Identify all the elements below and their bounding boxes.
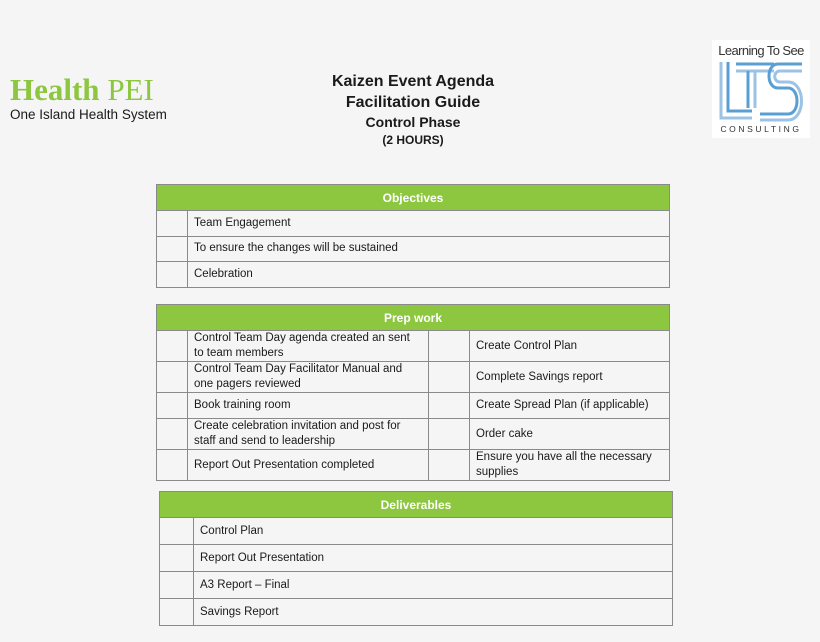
title-line-1: Kaizen Event Agenda [331, 73, 495, 90]
prep-checkbox-cell[interactable] [157, 419, 188, 450]
objective-checkbox-cell[interactable] [157, 262, 188, 288]
prep-item-left: Create celebration invitation and post for staff and send to leadership [188, 419, 429, 450]
health-pei-logo [10, 74, 180, 123]
deliverable-item: Savings Report [194, 599, 673, 626]
prep-checkbox-cell[interactable] [429, 331, 470, 362]
objectives-table [156, 184, 670, 288]
deliverable-row [160, 599, 673, 626]
objective-item: Team Engagement [188, 211, 670, 237]
deliverables-heading: Deliverables [160, 492, 673, 518]
prep-checkbox-cell[interactable] [429, 393, 470, 419]
deliverable-row [160, 518, 673, 545]
objectives-heading: Objectives [157, 185, 670, 211]
prep-item-left: Book training room [188, 393, 429, 419]
deliverable-checkbox-cell[interactable] [160, 572, 194, 599]
lts-top-text: Learning To See [718, 43, 804, 58]
objective-checkbox-cell[interactable] [157, 236, 188, 262]
title-phase: Control Phase [365, 114, 461, 130]
prep-item-right: Complete Savings report [470, 362, 670, 393]
prep-item-right: Create Spread Plan (if applicable) [470, 393, 670, 419]
deliverable-row [160, 572, 673, 599]
objective-row [157, 262, 670, 288]
prep-checkbox-cell[interactable] [157, 331, 188, 362]
deliverable-row [160, 545, 673, 572]
title-line-2: Facilitation Guide [345, 94, 481, 111]
deliverable-checkbox-cell[interactable] [160, 599, 194, 626]
deliverable-item: Report Out Presentation [194, 545, 673, 572]
lts-consulting-logo [712, 40, 810, 138]
prep-work-table [156, 304, 670, 481]
prep-row [157, 362, 670, 393]
prep-item-left: Report Out Presentation completed [188, 450, 429, 481]
prep-row [157, 450, 670, 481]
prep-checkbox-cell[interactable] [429, 419, 470, 450]
objective-row [157, 236, 670, 262]
document-title [263, 71, 563, 149]
deliverables-table [159, 491, 673, 626]
deliverable-item: A3 Report – Final [194, 572, 673, 599]
prep-item-right: Create Control Plan [470, 331, 670, 362]
prep-row [157, 331, 670, 362]
prep-checkbox-cell[interactable] [429, 450, 470, 481]
prep-item-left: Control Team Day Facilitator Manual and one pagers reviewed [188, 362, 429, 393]
prep-row [157, 393, 670, 419]
objective-item: To ensure the changes will be sustained [188, 236, 670, 262]
prep-checkbox-cell[interactable] [157, 362, 188, 393]
logo-brand [10, 74, 180, 106]
title-duration: (2 HOURS) [382, 133, 444, 147]
deliverable-checkbox-cell[interactable] [160, 518, 194, 545]
lts-bottom-text: CONSULTING [720, 124, 802, 134]
logo-brand-light: PEI [107, 72, 154, 107]
objective-checkbox-cell[interactable] [157, 211, 188, 237]
prep-item-left: Control Team Day agenda created an sent to team members [188, 331, 429, 362]
prep-work-heading: Prep work [157, 305, 670, 331]
deliverable-item: Control Plan [194, 518, 673, 545]
prep-checkbox-cell[interactable] [429, 362, 470, 393]
logo-tagline: One Island Health System [10, 107, 167, 122]
lts-mark-icon [718, 60, 804, 122]
prep-item-right: Order cake [470, 419, 670, 450]
logo-brand-bold: Health [10, 72, 100, 107]
prep-row [157, 419, 670, 450]
prep-checkbox-cell[interactable] [157, 393, 188, 419]
prep-checkbox-cell[interactable] [157, 450, 188, 481]
prep-item-right: Ensure you have all the necessary supplies [470, 450, 670, 481]
objective-item: Celebration [188, 262, 670, 288]
objective-row [157, 211, 670, 237]
deliverable-checkbox-cell[interactable] [160, 545, 194, 572]
